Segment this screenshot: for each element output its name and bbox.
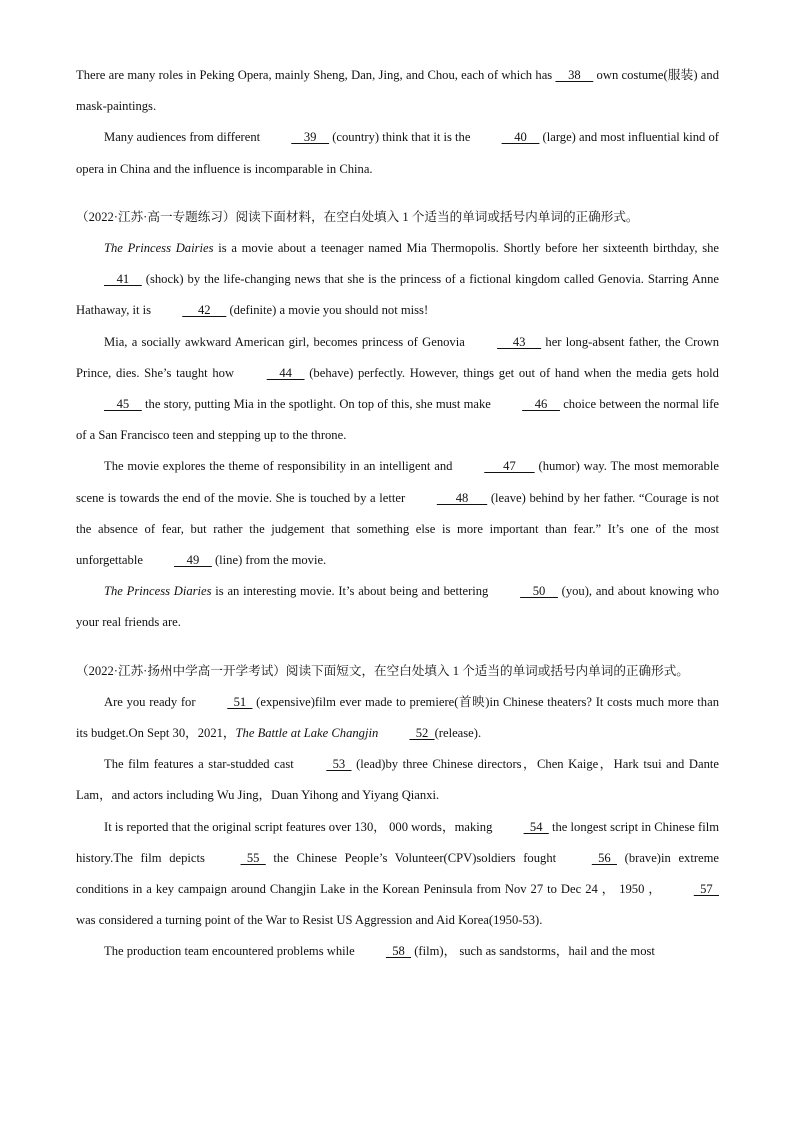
text: It is reported that the original script features over 130， 000 words，making xyxy=(104,819,496,834)
text: The production team encountered problems while xyxy=(104,944,358,959)
text: choice between the normal life of a San Francisco teen and stepping up to the throne. xyxy=(76,397,719,443)
text: her long-absent father, the Crown Prince, dies. She’s taught how xyxy=(76,334,719,380)
blank-58[interactable]: 58 xyxy=(385,944,412,959)
paragraph-mia xyxy=(76,327,719,452)
blank-38[interactable]: 38 xyxy=(555,68,594,82)
movie-title: The Battle at Lake Changjin xyxy=(235,726,379,741)
text: Mia, a socially awkward American girl, becomes princess of Genovia xyxy=(104,334,470,349)
blank-53[interactable]: 53 xyxy=(326,757,352,772)
paragraph-princess-intro xyxy=(76,233,719,327)
text: (film)， such as sandstorms，hail and the most xyxy=(411,944,655,959)
paragraph-premiere xyxy=(76,687,719,749)
paragraph-script xyxy=(76,812,719,937)
text: (large) and most influential kind of opera in China and the influence is incomparable in China. xyxy=(76,130,719,176)
text: the story, putting Mia in the spotlight. On top of this, she must make xyxy=(141,397,495,412)
blank-42[interactable]: 42 xyxy=(182,303,227,318)
blank-46[interactable]: 46 xyxy=(522,397,560,412)
blank-56[interactable]: 56 xyxy=(591,850,617,865)
blank-44[interactable]: 44 xyxy=(266,365,305,380)
text: (leave) behind by her father. “Courage is not the absence of fear, but rather the judgement that something else is more important than fear.” It’s one of the most unforgettable xyxy=(76,490,719,568)
text: (lead)by three Chinese directors，Chen Kaige，Hark tsui and Dante Lam，and actors including Wu Jing，Duan Yihong and Yiyang Qianxi. xyxy=(76,757,719,803)
blank-55[interactable]: 55 xyxy=(240,850,266,865)
text: There are many roles in Peking Opera, mainly Sheng, Dan, Jing, and Chou, each of which has xyxy=(76,68,556,82)
paragraph-audiences xyxy=(76,122,719,184)
text: The movie explores the theme of responsibility in an intelligent and xyxy=(104,459,457,474)
text: Are you ready for xyxy=(104,694,200,709)
text: (shock) by the life-changing news that she is the princess of a fictional kingdom called Genovia. Starring Anne Hathaway, it is xyxy=(76,272,719,318)
text: The film features a star-studded cast xyxy=(104,757,299,772)
section-heading-2: （2022·江苏·扬州中学高一开学考试）阅读下面短文，在空白处填入 1 个适当的单词或括号内单词的正确形式。 xyxy=(76,663,689,678)
text: (behave) perfectly. However, things get out of hand when the media gets hold xyxy=(304,365,719,380)
text: the longest script in Chinese film history.The film depicts xyxy=(76,819,719,865)
text: (country) think that it is the xyxy=(329,130,474,145)
paragraph-conclusion xyxy=(76,576,719,638)
blank-51[interactable]: 51 xyxy=(227,694,253,709)
paragraph-roles xyxy=(76,60,719,122)
text: (expensive)film ever made to premiere(首映)in Chinese theaters? It costs much more than its budget.On Sept 30，2021， xyxy=(76,694,719,741)
blank-40[interactable]: 40 xyxy=(501,130,540,145)
blank-45[interactable]: 45 xyxy=(104,397,142,412)
text: is an interesting movie. It’s about being and bettering xyxy=(211,584,493,599)
blank-50[interactable]: 50 xyxy=(520,584,558,599)
movie-title: The Princess Diaries xyxy=(104,584,212,599)
blank-47[interactable]: 47 xyxy=(484,459,535,474)
text: (you), and about knowing who your real friends are. xyxy=(76,584,719,630)
blank-43[interactable]: 43 xyxy=(497,334,542,349)
paragraph-production xyxy=(76,936,719,967)
blank-49[interactable]: 49 xyxy=(174,553,212,568)
text: (definite) a movie you should not miss! xyxy=(226,303,429,318)
paragraph-theme xyxy=(76,451,719,576)
text: (line) from the movie. xyxy=(211,553,327,568)
text: (humor) way. The most memorable scene is towards the end of the movie. She is touched by a letter xyxy=(76,459,719,505)
movie-title: The Princess Dairies xyxy=(104,241,214,256)
text: (brave)in extreme conditions in a key campaign around Changjin Lake in the Korean Peninsula from Nov 27 to Dec 24 ， 1950 ， xyxy=(76,850,719,897)
text: is a movie about a teenager named Mia Thermopolis. Shortly before her sixteenth birthday, she xyxy=(213,241,719,256)
blank-48[interactable]: 48 xyxy=(436,490,488,505)
text: own costume(服装) and mask-paintings. xyxy=(76,68,719,114)
document-page xyxy=(76,60,719,968)
text: (release). xyxy=(434,726,482,741)
blank-54[interactable]: 54 xyxy=(523,819,549,834)
section-heading-1: （2022·江苏·高一专题练习）阅读下面材料，在空白处填入 1 个适当的单词或括号内单词的正确形式。 xyxy=(76,209,639,224)
blank-41[interactable]: 41 xyxy=(104,272,142,287)
blank-57[interactable]: 57 xyxy=(693,882,719,897)
paragraph-cast xyxy=(76,749,719,811)
blank-52[interactable]: 52 xyxy=(409,726,435,741)
text: Many audiences from different xyxy=(104,130,264,145)
blank-39[interactable]: 39 xyxy=(291,130,330,145)
text: the Chinese People’s Volunteer(CPV)soldiers fought xyxy=(265,850,564,865)
text: was considered a turning point of the War to Resist US Aggression and Aid Korea(1950-53). xyxy=(76,913,543,928)
